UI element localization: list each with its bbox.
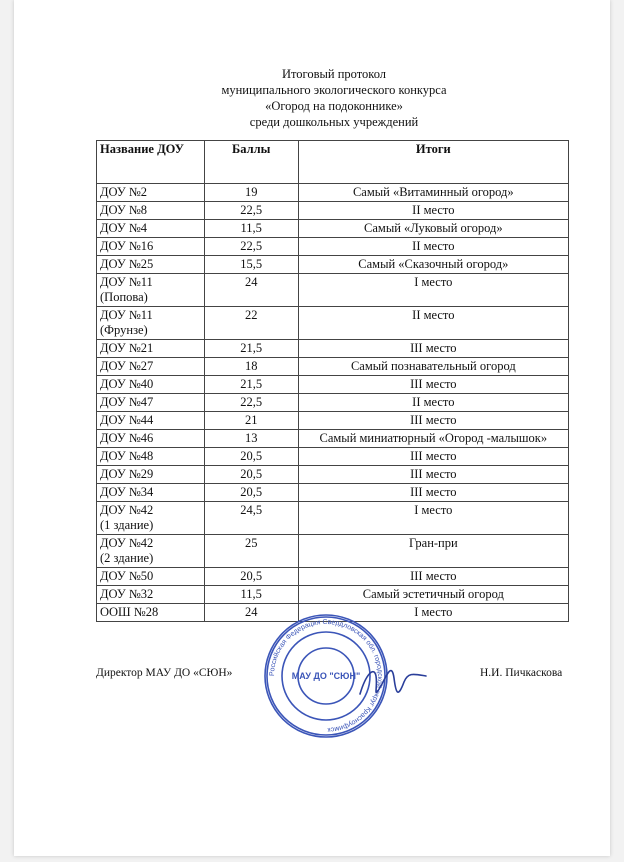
cell-name: ДОУ №4 [97, 220, 205, 238]
cell-name: ДОУ №34 [97, 484, 205, 502]
cell-score: 22 [204, 307, 298, 340]
cell-result: I место [298, 502, 568, 535]
table-row [97, 430, 569, 448]
cell-score: 20,5 [204, 568, 298, 586]
title-line-3: «Огород на подоконнике» [265, 99, 403, 113]
cell-result: III место [298, 376, 568, 394]
cell-score: 22,5 [204, 202, 298, 220]
title-line-4: среди дошкольных учреждений [249, 115, 419, 129]
cell-result: I место [298, 274, 568, 307]
cell-score: 11,5 [204, 586, 298, 604]
cell-result: I место [298, 604, 568, 622]
cell-name: ДОУ №8 [97, 202, 205, 220]
cell-result: III место [298, 466, 568, 484]
table-row [97, 586, 569, 604]
table-row [97, 376, 569, 394]
cell-result: III место [298, 340, 568, 358]
table-row [97, 394, 569, 412]
cell-name: ДОУ №11 (Попова) [97, 274, 205, 307]
cell-name: ДОУ №44 [97, 412, 205, 430]
cell-name: ДОУ №27 [97, 358, 205, 376]
table-row [97, 202, 569, 220]
cell-name: ДОУ №46 [97, 430, 205, 448]
cell-score: 20,5 [204, 466, 298, 484]
cell-score: 20,5 [204, 484, 298, 502]
cell-result: Самый «Сказочный огород» [298, 256, 568, 274]
cell-score: 24,5 [204, 502, 298, 535]
table-row [97, 184, 569, 202]
cell-name: ДОУ №48 [97, 448, 205, 466]
cell-result: II место [298, 394, 568, 412]
cell-score: 21,5 [204, 376, 298, 394]
table-row [97, 358, 569, 376]
cell-name: ДОУ №2 [97, 184, 205, 202]
cell-score: 11,5 [204, 220, 298, 238]
cell-score: 22,5 [204, 238, 298, 256]
cell-result: III место [298, 412, 568, 430]
table-header-row [97, 141, 569, 184]
cell-name: ДОУ №29 [97, 466, 205, 484]
table-row [97, 340, 569, 358]
table-row [97, 238, 569, 256]
header-result: Итоги [298, 141, 568, 184]
cell-result: Гран-при [298, 535, 568, 568]
table-row [97, 448, 569, 466]
cell-score: 22,5 [204, 394, 298, 412]
cell-name: ДОУ №42 (1 здание) [97, 502, 205, 535]
title-line-2: муниципального экологического конкурса [221, 83, 447, 97]
cell-name: ДОУ №16 [97, 238, 205, 256]
cell-score: 15,5 [204, 256, 298, 274]
cell-score: 19 [204, 184, 298, 202]
cell-result: Самый миниатюрный «Огород -малышок» [298, 430, 568, 448]
table-row [97, 274, 569, 307]
cell-score: 21,5 [204, 340, 298, 358]
stamp-center-text: МАУ ДО "СЮН" [291, 671, 361, 681]
table-row [97, 256, 569, 274]
cell-name: ДОУ №50 [97, 568, 205, 586]
cell-result: II место [298, 202, 568, 220]
table-row [97, 502, 569, 535]
cell-name: ДОУ №47 [97, 394, 205, 412]
table-row [97, 307, 569, 340]
header-name: Название ДОУ [97, 141, 205, 184]
table-row [97, 412, 569, 430]
cell-score: 24 [204, 604, 298, 622]
cell-score: 21 [204, 412, 298, 430]
director-label: Директор МАУ ДО «СЮН» [96, 667, 233, 679]
cell-name: ООШ №28 [97, 604, 205, 622]
cell-name: ДОУ №21 [97, 340, 205, 358]
handwritten-signature [352, 654, 432, 714]
table-row [97, 535, 569, 568]
cell-score: 18 [204, 358, 298, 376]
cell-result: III место [298, 568, 568, 586]
cell-name: ДОУ №42 (2 здание) [97, 535, 205, 568]
cell-name: ДОУ №40 [97, 376, 205, 394]
results-table [96, 140, 569, 622]
table-row [97, 466, 569, 484]
cell-result: III место [298, 484, 568, 502]
cell-result: Самый познавательный огород [298, 358, 568, 376]
cell-score: 25 [204, 535, 298, 568]
cell-result: Самый «Луковый огород» [298, 220, 568, 238]
cell-result: II место [298, 238, 568, 256]
cell-result: II место [298, 307, 568, 340]
cell-result: III место [298, 448, 568, 466]
header-score: Баллы [204, 141, 298, 184]
cell-result: Самый «Витаминный огород» [298, 184, 568, 202]
title-line-1: Итоговый протокол [281, 67, 387, 81]
document-title [0, 66, 624, 130]
cell-name: ДОУ №32 [97, 586, 205, 604]
table-row [97, 220, 569, 238]
stamp-ring-text: Российская Федерация Свердловская обл. городской округ Красноуфимск [268, 618, 384, 733]
cell-name: ДОУ №11 (Фрунзе) [97, 307, 205, 340]
cell-score: 24 [204, 274, 298, 307]
cell-score: 13 [204, 430, 298, 448]
cell-name: ДОУ №25 [97, 256, 205, 274]
cell-result: Самый эстетичный огород [298, 586, 568, 604]
cell-score: 20,5 [204, 448, 298, 466]
signer-name: Н.И. Пичкаскова [480, 667, 563, 679]
table-row [97, 484, 569, 502]
table-row [97, 568, 569, 586]
